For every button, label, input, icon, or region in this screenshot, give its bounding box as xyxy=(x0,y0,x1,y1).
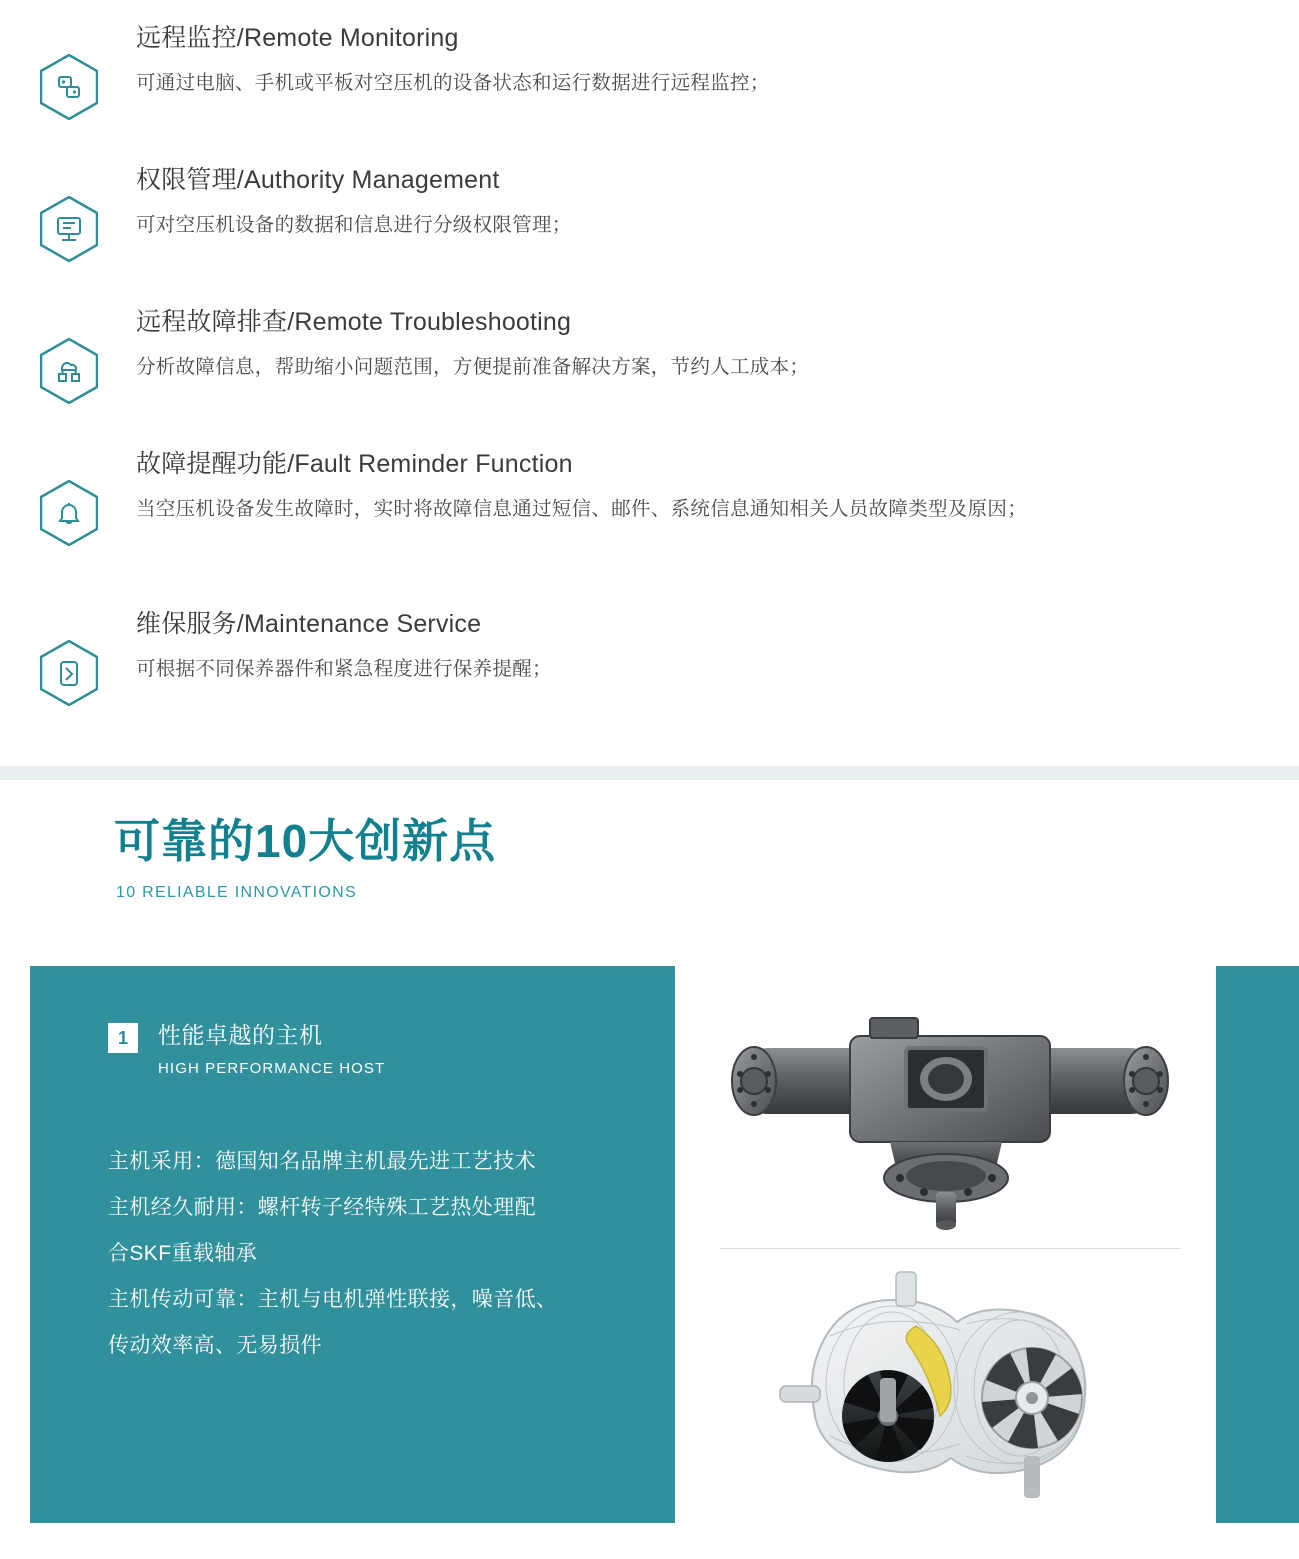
feature-list xyxy=(0,0,1299,728)
feature-item-authority-management xyxy=(0,164,1299,284)
feature-item-maintenance-service xyxy=(0,608,1299,728)
innovation-card xyxy=(30,966,675,1523)
innovation-line: 合SKF重载轴承 xyxy=(108,1242,258,1265)
innovation-line: 主机传动可靠：主机与电机弹性联接，噪音低、 xyxy=(108,1288,558,1311)
section-heading xyxy=(114,812,1014,902)
feature-item-remote-monitoring xyxy=(0,22,1299,142)
feature-title: 远程故障排查/Remote Troubleshooting xyxy=(136,308,572,336)
remote-troubleshooting-icon xyxy=(40,338,98,404)
section-title-en: 10 RELIABLE INNOVATIONS xyxy=(116,884,357,901)
feature-description: 可通过电脑、手机或平板对空压机的设备状态和运行数据进行远程监控； xyxy=(136,72,770,94)
remote-monitoring-icon xyxy=(40,54,98,120)
innovation-card-header xyxy=(108,1020,631,1077)
feature-description: 分析故障信息，帮助缩小问题范围，方便提前准备解决方案，节约人工成本； xyxy=(136,356,810,378)
feature-description: 可对空压机设备的数据和信息进行分级权限管理； xyxy=(136,214,572,236)
innovation-line: 主机经久耐用：螺杆转子经特殊工艺热处理配 xyxy=(108,1196,536,1219)
feature-item-remote-troubleshooting xyxy=(0,306,1299,426)
section-title-cn: 可靠的10大创新点 xyxy=(114,815,497,867)
innovation-line: 主机采用：德国知名品牌主机最先进工艺技术 xyxy=(108,1150,536,1173)
innovation-right-accent-bar xyxy=(1216,966,1299,1523)
authority-management-icon xyxy=(40,196,98,262)
section-divider-band xyxy=(0,766,1299,780)
fault-reminder-icon xyxy=(40,480,98,546)
feature-title: 远程监控/Remote Monitoring xyxy=(136,24,459,52)
feature-item-fault-reminder xyxy=(0,448,1299,568)
product-image-area xyxy=(690,966,1220,1523)
innovation-description xyxy=(108,1139,631,1369)
feature-title: 权限管理/Authority Management xyxy=(136,166,500,194)
feature-title: 故障提醒功能/Fault Reminder Function xyxy=(136,450,573,478)
feature-description: 当空压机设备发生故障时，实时将故障信息通过短信、邮件、系统信息通知相关人员故障类型及原因； xyxy=(136,498,1028,520)
product-image-separator xyxy=(720,1248,1180,1249)
innovation-number-badge: 1 xyxy=(108,1023,138,1053)
innovation-title-en: HIGH PERFORMANCE HOST xyxy=(158,1060,386,1077)
maintenance-service-icon xyxy=(40,640,98,706)
compressor-airend-photo xyxy=(710,996,1190,1236)
compressor-rotor-cutaway-illustration xyxy=(720,1266,1190,1516)
innovation-block xyxy=(0,966,1299,1559)
feature-description: 可根据不同保养器件和紧急程度进行保养提醒； xyxy=(136,658,552,680)
innovation-line: 传动效率高、无易损件 xyxy=(108,1334,322,1357)
feature-title: 维保服务/Maintenance Service xyxy=(136,610,482,638)
innovation-title-cn: 性能卓越的主机 xyxy=(158,1022,323,1048)
